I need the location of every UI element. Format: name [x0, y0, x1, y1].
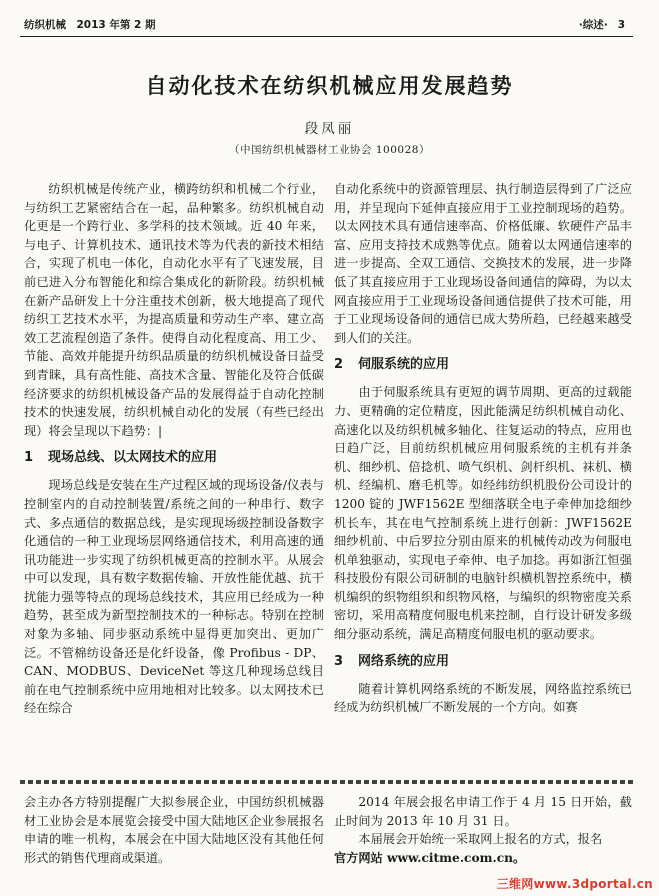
section-3-title: 网络系统的应用: [358, 653, 450, 669]
watermark: 三维网www.3dportal.cn: [496, 877, 653, 891]
header-rule: [20, 36, 633, 37]
section-divider: [20, 780, 633, 784]
section-1-title: 现场总线、以太网技术的应用: [48, 450, 218, 466]
footer-website-text: 官方网站 www.citme.com.cn。: [334, 850, 526, 865]
page-number: 3: [617, 19, 625, 31]
intro-paragraph: 纺织机械是传统产业，横跨纺织和机械二个行业，与纺织工艺紧密结合在一起，品种繁多。纺织机械自动化更是一个跨行业、多学科的技术领域。近 40 年来，与电子、计算机技术、通讯技术等为代表的新技术相结合，实现了机电一体化，自动化水平有了飞速发展，目前已进入分布智能化和综合集成化的新阶段。纺织机械在新产品研发上十分注重技术创新，极大地提高了现代纺织工艺技术水平，为提高质量和劳动生产率、建立高效工艺流程创造了条件。使得自动化程度高、用工少、节能、高效并能提升纺织品质量的纺织机械设备日益受到青睐，具有高性能、高技术含量、智能化及符合低碳经济要求的纺织机械设备产品的发展得益于自动化控制技术的快速发展，纺织机械自动化的发展（有些已经出现）将会呈现以下趋势：|: [24, 182, 324, 438]
footer-left-text: 会主办各方特别提醒广大拟参展企业，中国纺织机械器材工业协会是本展览会接受中国大陆地区企业参展报名申请的唯一机构，本展会在中国大陆地区没有其他任何形式的销售代理商或渠道。: [24, 795, 324, 865]
section-label-group: [579, 17, 625, 32]
continuation-paragraph: 自动化系统中的资源管理层、执行制造层得到了广泛应用，并呈现向下延伸直接应用于工业控制现场的趋势。以太网技术具有通信速率高、价格低廉、软硬件产品丰富、应用支持技术成熟等优点。随着以太网通信速率的进一步提高、全双工通信、交换技术的发展，进一步降低了其直接应用于工业现场设备间通信的障碍，为以太网直接应用于工业现场设备间通信提供了技术可能，用于工业现场设备间的通信已成大势所趋，已经越来越受到人们的关注。: [334, 182, 632, 345]
section-1-paragraph: 现场总线是安装在生产过程区域的现场设备/仪表与控制室内的自动控制装置/系统之间的一种串行、数字式、多点通信的数据总线，是实现现场级控制设备数字化通信的一种工业现场层网络通信技术，利用高速的通讯功能进一步实现了纺织机械更高的控制水平。从展会中可以发现，具有数字数据传输、开放性能优越、抗干扰能力强等特点的现场总线技术，其应用已经成为一种趋势，甚至成为新型控制技术的一种标志。特别在控制对象为多轴、同步驱动系统中显得更加突出、更加广泛。不管棉纺设备还是化纤设备，像 Profibus - DP、CAN、MODBUS、DeviceNet 等这几种现场总线目前在电气控制系统中应用地相对比较多。以太网技术已经在综合: [24, 478, 324, 716]
footer-registration-text: 本届展会开始统一采取网上报名的方式，报名: [358, 832, 603, 847]
section-2-title: 伺服系统的应用: [358, 357, 450, 373]
section-label: ·综述·: [578, 19, 608, 31]
article-title: 自动化技术在纺织机械应用发展趋势: [145, 74, 514, 98]
section-3-paragraph: 随着计算机网络系统的不断发展，网络监控系统已经成为纺织机械厂不断发展的一个方向。如赛: [334, 681, 632, 715]
article-author: 段凤丽: [304, 121, 355, 137]
right-column: [334, 180, 632, 717]
author-affiliation: （中国纺织机械器材工业协会 100028）: [229, 144, 430, 156]
section-2-paragraph: 由于伺服系统具有更短的调节周期、更高的过载能力、更精确的定位精度，因此能满足纺织机械自动化、高速化以及纺织机械多轴化、往复运动的特点，应用也日趋广泛，目前纺织机械应用伺服系统的主机有并条机、细纱机、倍捻机、喷气织机、剑杆织机、袜机、横机、经编机、磨毛机等。如经纬纺织机股份公司设计的 1200 锭的 JWF1562E 型细落联全电子牵伸加捻细纱机长车，其在电气控制系统上进行创新：JWF1562E 细纱机前、中后罗拉分别由原来的机械传动改为伺服电机单独驱动，实现电子牵伸、电子加捻。再如浙江恒强科技股份有限公司研制的电脑针织横机智控系统中，横机编织的织物组织和织物风格，与编织的织物密度关系密切，采用高精度伺服电机来控制，自行设计研发多级细分驱动系统，满足高精度伺服电机的驱动要求。: [334, 385, 632, 642]
running-header: [0, 16, 659, 34]
footer-date-text: 2014 年展会报名申请工作于 4 月 15 日开始，截止时间为 2013 年 10 月 31 日。: [334, 795, 632, 828]
section-1-heading: [24, 449, 324, 467]
section-2-heading: [334, 356, 632, 374]
section-3-heading: [334, 653, 632, 671]
left-column: [24, 180, 324, 718]
journal-issue: 纺织机械 2013 年第 2 期: [24, 19, 156, 31]
footer-right: [334, 793, 632, 867]
section-2-number: 2: [334, 357, 344, 373]
section-1-number: 1: [24, 450, 34, 466]
footer-left: [24, 793, 324, 867]
section-3-number: 3: [334, 653, 344, 669]
